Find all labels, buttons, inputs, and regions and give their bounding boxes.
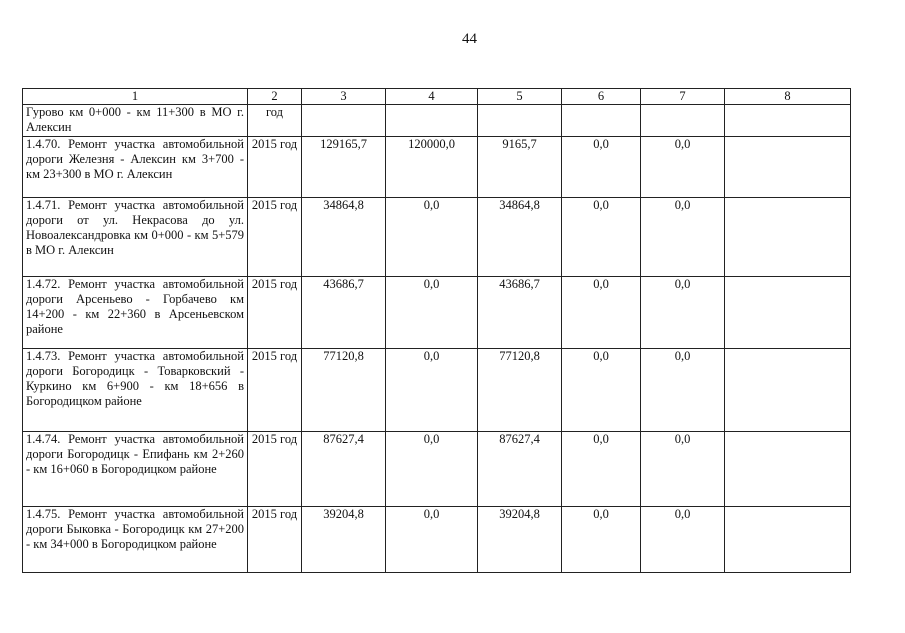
row-col7	[641, 105, 725, 137]
row-col7: 0,0	[641, 277, 725, 349]
row-col4: 0,0	[386, 507, 478, 573]
row-year: год	[248, 105, 302, 137]
row-description: Гурово км 0+000 - км 11+300 в МО г. Алексин	[23, 105, 248, 137]
row-col4: 0,0	[386, 277, 478, 349]
row-col8	[725, 105, 851, 137]
table-row	[23, 277, 851, 349]
row-description: 1.4.72. Ремонт участка автомобильной дороги Арсеньево - Горбачево км 14+200 - км 22+360 в Арсеньевском районе	[23, 277, 248, 349]
row-col6: 0,0	[562, 432, 641, 507]
row-col6	[562, 105, 641, 137]
row-year: 2015 год	[248, 432, 302, 507]
row-total: 77120,8	[302, 349, 386, 432]
row-description: 1.4.75. Ремонт участка автомобильной дороги Быковка - Богородицк км 27+200 - км 34+000 в Богородицком районе	[23, 507, 248, 573]
row-col6: 0,0	[562, 198, 641, 277]
row-year: 2015 год	[248, 507, 302, 573]
row-col6: 0,0	[562, 277, 641, 349]
row-col8	[725, 198, 851, 277]
row-col7: 0,0	[641, 137, 725, 198]
row-col4: 0,0	[386, 198, 478, 277]
row-col6: 0,0	[562, 507, 641, 573]
row-total	[302, 105, 386, 137]
row-col8	[725, 277, 851, 349]
row-col8	[725, 349, 851, 432]
row-col6: 0,0	[562, 349, 641, 432]
row-col4: 0,0	[386, 349, 478, 432]
row-col7: 0,0	[641, 349, 725, 432]
row-total: 39204,8	[302, 507, 386, 573]
row-description: 1.4.73. Ремонт участка автомобильной дороги Богородицк - Товарковский - Куркино км 6+900 - км 18+656 в Богородицком районе	[23, 349, 248, 432]
column-header: 6	[562, 89, 641, 105]
row-col4: 120000,0	[386, 137, 478, 198]
row-year: 2015 год	[248, 349, 302, 432]
column-header: 5	[478, 89, 562, 105]
row-col5: 34864,8	[478, 198, 562, 277]
row-year: 2015 год	[248, 137, 302, 198]
row-col5: 39204,8	[478, 507, 562, 573]
row-col6: 0,0	[562, 137, 641, 198]
column-header: 3	[302, 89, 386, 105]
table-row	[23, 349, 851, 432]
row-description: 1.4.70. Ремонт участка автомобильной дороги Железня - Алексин км 3+700 - км 23+300 в МО г. Алексин	[23, 137, 248, 198]
column-header: 7	[641, 89, 725, 105]
row-total: 43686,7	[302, 277, 386, 349]
row-col4	[386, 105, 478, 137]
row-total: 34864,8	[302, 198, 386, 277]
row-col8	[725, 507, 851, 573]
column-header: 8	[725, 89, 851, 105]
table-row	[23, 105, 851, 137]
page-number: 44	[462, 31, 477, 47]
row-col5	[478, 105, 562, 137]
table-row	[23, 198, 851, 277]
row-total: 129165,7	[302, 137, 386, 198]
header-row	[23, 89, 851, 105]
row-col7: 0,0	[641, 198, 725, 277]
row-year: 2015 год	[248, 277, 302, 349]
row-col8	[725, 432, 851, 507]
row-total: 87627,4	[302, 432, 386, 507]
row-col7: 0,0	[641, 507, 725, 573]
column-header: 2	[248, 89, 302, 105]
table-row	[23, 507, 851, 573]
row-description: 1.4.71. Ремонт участка автомобильной дороги от ул. Некрасова до ул. Новоалександровка км 0+000 - км 5+579 в МО г. Алексин	[23, 198, 248, 277]
table-row	[23, 137, 851, 198]
table-row	[23, 432, 851, 507]
row-col7: 0,0	[641, 432, 725, 507]
row-col5: 87627,4	[478, 432, 562, 507]
row-col8	[725, 137, 851, 198]
row-year: 2015 год	[248, 198, 302, 277]
column-header: 1	[23, 89, 248, 105]
budget-table	[22, 88, 851, 573]
row-col4: 0,0	[386, 432, 478, 507]
column-header: 4	[386, 89, 478, 105]
row-description: 1.4.74. Ремонт участка автомобильной дороги Богородицк - Епифань км 2+260 - км 16+060 в Богородицком районе	[23, 432, 248, 507]
row-col5: 43686,7	[478, 277, 562, 349]
row-col5: 9165,7	[478, 137, 562, 198]
row-col5: 77120,8	[478, 349, 562, 432]
